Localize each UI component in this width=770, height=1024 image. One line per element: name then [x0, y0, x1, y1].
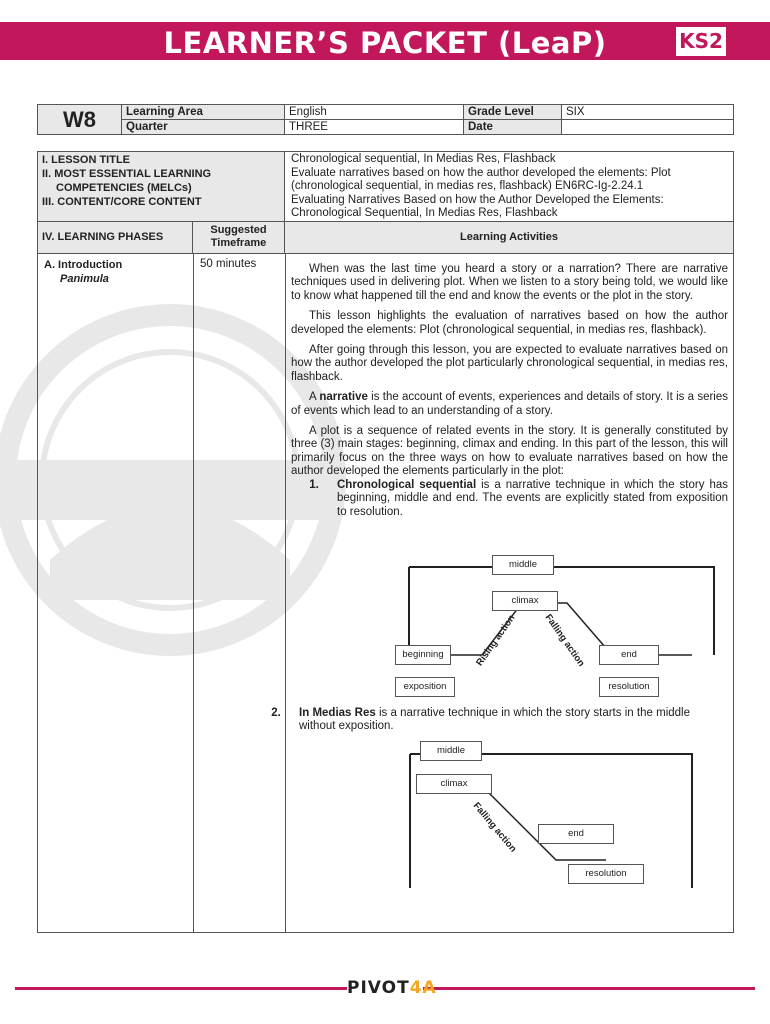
resolution-box: resolution [568, 864, 644, 884]
list-text [299, 707, 690, 734]
text-span: is a narrative technique in which the story starts in the middle without exposition. [299, 707, 690, 733]
column-divider [285, 254, 286, 932]
plot-diagram-chronological [392, 555, 732, 705]
list-number: 2. [271, 707, 281, 719]
activity-paragraph: When was the last time you heard a story or a narration? There are narrative techniques used in delivering plot. When we listen to a story being told, we would like to know what happened till the end and know the events or the plot in the story. [291, 263, 728, 302]
middle-box: middle [492, 555, 554, 575]
middle-box: middle [420, 741, 482, 761]
plot-lines [406, 740, 696, 890]
activity-paragraph: This lesson highlights the evaluation of narratives based on how the author developed the elements: Plot (chronological sequential, in medias res, flashback). [291, 310, 728, 336]
climax-box: climax [492, 591, 558, 611]
melc-label-2: COMPETENCIES (MELCs) [56, 182, 192, 194]
phase-name: A. Introduction [44, 259, 123, 271]
resolution-box: resolution [599, 677, 659, 697]
quarter-label: Quarter [122, 120, 285, 135]
plot-diagram-medias-res [406, 740, 696, 890]
term: In Medias Res [299, 707, 376, 719]
activity-paragraph: After going through this lesson, you are expected to evaluate narratives based on how the author developed the plot particularly chronological sequential, in medias res, flashback. [291, 344, 728, 383]
learning-area-value: English [285, 105, 464, 120]
phase-cell [44, 258, 122, 286]
phase-sub: Panimula [60, 273, 109, 285]
rising-action-label: Rising action [474, 612, 518, 669]
text-span: is the account of events, experiences and details of story. It is a series of events which lead to an understanding of a story. [291, 391, 728, 417]
learning-area-label: Learning Area [122, 105, 285, 120]
list-item [291, 479, 728, 519]
list-number: 1. [309, 478, 319, 491]
grade-level-value: SIX [562, 105, 734, 120]
lesson-labels [38, 152, 285, 221]
activities-heading: Learning Activities [459, 231, 558, 243]
date-label: Date [464, 120, 562, 135]
lesson-values [291, 153, 729, 221]
week-label: W8 [38, 105, 122, 135]
activity-paragraph: A plot is a sequence of related events in the story. It is generally constituted by three (3) main stages: beginning, climax and ending. In this part of the lesson, this will primarily focus on the three ways on how to evaluate narratives based on how the author developed the elements particularly in the plot: [291, 425, 728, 478]
beginning-box: beginning [395, 645, 451, 665]
logo-text: 4A [409, 978, 437, 998]
text-span: is a narrative technique in which the story has beginning, middle and end. The events are explicitly stated from exposition to resolution. [337, 478, 728, 518]
climax-box: climax [416, 774, 492, 794]
activities-item-2 [253, 707, 690, 734]
phase-time: 50 minutes [200, 258, 257, 270]
end-box: end [599, 645, 659, 665]
narrative-term: narrative [319, 391, 368, 404]
lesson-header-row [38, 152, 733, 222]
date-value [562, 120, 734, 135]
end-box: end [538, 824, 614, 844]
exposition-box: exposition [395, 677, 455, 697]
falling-action-label: Falling action [470, 800, 519, 855]
lesson-title-value: Chronological sequential, In Medias Res, Flashback [291, 153, 556, 165]
lesson-title-label: I. LESSON TITLE [42, 154, 131, 166]
grade-level-label: Grade Level [464, 105, 562, 120]
phases-heading: IV. LEARNING PHASES [38, 222, 193, 253]
logo-text: PIVOT [347, 978, 410, 998]
activity-paragraph [291, 391, 728, 418]
ks-badge: KS2 [676, 27, 726, 56]
melc-value: Evaluate narratives based on how the author developed the elements: Plot (chronological sequential, in medias res, flashback) EN6RC-Ig-2.24.1 [291, 166, 671, 193]
timeframe-heading: Suggested Timeframe [193, 222, 285, 253]
list-text [337, 479, 728, 519]
melc-label: II. MOST ESSENTIAL LEARNING [42, 168, 212, 180]
term: Chronological sequential [337, 478, 477, 491]
activities-cell [291, 263, 728, 519]
header-bar [0, 22, 770, 60]
content-label: III. CONTENT/CORE CONTENT [42, 196, 202, 208]
content-value: Evaluating Narratives Based on how the Author Developed the Elements: Chronological Sequential, In Medias Res, Flashback [291, 193, 664, 220]
quarter-value: THREE [285, 120, 464, 135]
column-divider [193, 254, 194, 932]
info-table [37, 104, 734, 135]
packet-title: LEARNER’S PACKET (LeaP) [163, 26, 607, 60]
list-item [253, 707, 690, 734]
phase-header-row [38, 222, 733, 254]
text-span: A [309, 391, 320, 404]
pivot-logo [347, 978, 437, 1000]
falling-action-label: Falling action [542, 612, 587, 669]
